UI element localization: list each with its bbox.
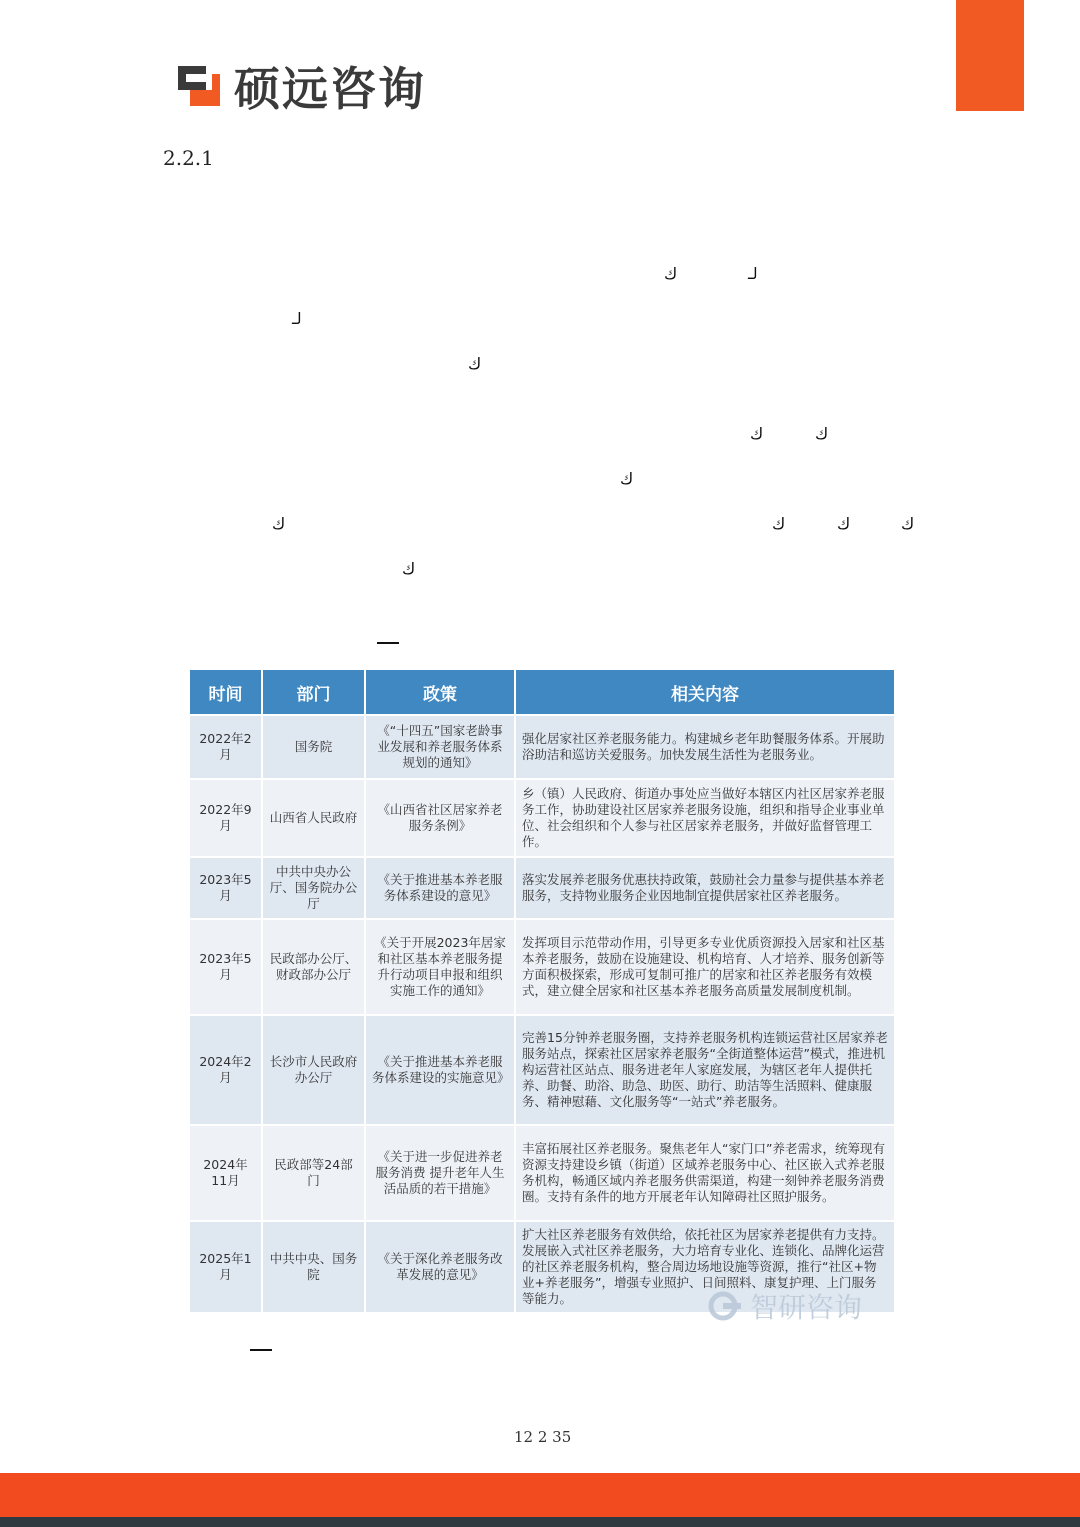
cell-content: 发挥项目示范带动作用，引导更多专业优质资源投入居家和社区基本养老服务，鼓励在设施建设、机构培育、人才培养、服务创新等方面积极探索，形成可复制可推广的居家和社区养老服务有效模式，建立健全居家和社区基本养老服务高质量发展制度机制。 [515, 919, 895, 1015]
cell-department: 山西省人民政府 [262, 779, 365, 857]
policy-table [188, 668, 896, 1314]
glyph-mark: لـ [292, 309, 302, 328]
glyph-mark: ك [468, 354, 482, 373]
page-number: 12 2 35 [514, 1428, 572, 1446]
glyph-mark: ك [837, 514, 851, 533]
cell-time: 2023年5月 [189, 919, 262, 1015]
header-content: 相关内容 [515, 669, 895, 715]
glyph-mark: لـ [748, 264, 758, 283]
watermark [708, 1286, 862, 1326]
cell-policy: 《关于推进基本养老服务体系建设的实施意见》 [365, 1015, 515, 1125]
glyph-mark: ك [272, 514, 286, 533]
glyph-mark: ك [402, 559, 416, 578]
cell-content: 乡（镇）人民政府、街道办事处应当做好本辖区内社区居家养老服务工作，协助建设社区居家养老服务设施，组织和指导企业事业单位、社会组织和个人参与社区居家养老服务，并做好监督管理工作。 [515, 779, 895, 857]
header-policy: 政策 [365, 669, 515, 715]
footer-band [0, 1473, 1080, 1517]
table-header-row [189, 669, 895, 715]
caption-dash-bottom [250, 1349, 272, 1351]
cell-policy: 《关于深化养老服务改革发展的意见》 [365, 1221, 515, 1313]
caption-dash-top [377, 642, 399, 644]
cell-department: 中共中央、国务院 [262, 1221, 365, 1313]
glyph-mark: ك [772, 514, 786, 533]
cell-policy: 《关于进一步促进养老服务消费 提升老年人生活品质的若干措施》 [365, 1125, 515, 1221]
cell-content: 丰富拓展社区养老服务。聚焦老年人“家门口”养老需求，统筹现有资源支持建设乡镇（街道）区域养老服务中心、社区嵌入式养老服务机构，畅通区域内养老服务供需渠道，构建一刻钟养老服务消费圈。支持有条件的地方开展老年认知障碍社区照护服务。 [515, 1125, 895, 1221]
cell-content: 落实发展养老服务优惠扶持政策，鼓励社会力量参与提供基本养老服务，支持物业服务企业因地制宜提供居家社区养老服务。 [515, 857, 895, 919]
header-department: 部门 [262, 669, 365, 715]
glyph-mark: ك [664, 264, 678, 283]
watermark-text: 智研咨询 [750, 1291, 863, 1324]
brand-mark-icon [176, 62, 224, 110]
table-row [189, 1125, 895, 1221]
cell-department: 长沙市人民政府办公厅 [262, 1015, 365, 1125]
watermark-logo-icon [708, 1291, 744, 1321]
cell-time: 2024年2月 [189, 1015, 262, 1125]
cell-time: 2024年11月 [189, 1125, 262, 1221]
cell-content: 扩大社区养老服务有效供给，依托社区为居家养老提供有力支持。发展嵌入式社区养老服务，大力培育专业化、连锁化、品牌化运营的社区养老服务机构，整合周边场地设施等资源，推行“社区+物业+养老服务”，增强专业照护、日间照料、康复护理、上门服务等能力。 [515, 1221, 895, 1313]
cell-time: 2025年1月 [189, 1221, 262, 1313]
table-row [189, 779, 895, 857]
cell-department: 民政部办公厅、财政部办公厅 [262, 919, 365, 1015]
cell-time: 2022年2月 [189, 715, 262, 779]
cell-department: 国务院 [262, 715, 365, 779]
glyph-mark: ك [750, 424, 764, 443]
cell-department: 民政部等24部门 [262, 1125, 365, 1221]
cell-content: 完善15分钟养老服务圈，支持养老服务机构连锁运营社区居家养老服务站点，探索社区居家养老服务“全街道整体运营”模式，推进机构运营社区站点、服务进老年人家庭发展，为辖区老年人提供托养、助餐、助浴、助急、助医、助行、助洁等生活照料、健康服务、精神慰藉、文化服务等“一站式”养老服务。 [515, 1015, 895, 1125]
brand-logo [176, 60, 426, 116]
table-row [189, 919, 895, 1015]
cell-policy: 《关于开展2023年居家和社区基本养老服务提升行动项目申报和组织实施工作的通知》 [365, 919, 515, 1015]
table-row [189, 857, 895, 919]
cell-content: 强化居家社区养老服务能力。构建城乡老年助餐服务体系。开展助浴助洁和巡访关爱服务。加快发展生活性为老服务业。 [515, 715, 895, 779]
glyph-mark: ك [620, 469, 634, 488]
cell-time: 2022年9月 [189, 779, 262, 857]
glyph-mark: ك [815, 424, 829, 443]
cell-policy: 《山西省社区居家养老服务条例》 [365, 779, 515, 857]
cell-policy: 《关于推进基本养老服务体系建设的意见》 [365, 857, 515, 919]
corner-accent-block [956, 0, 1024, 111]
footer-bar [0, 1517, 1080, 1527]
policy-table-container [188, 668, 894, 1310]
cell-policy: 《“十四五”国家老龄事业发展和养老服务体系规划的通知》 [365, 715, 515, 779]
header-time: 时间 [189, 669, 262, 715]
cell-time: 2023年5月 [189, 857, 262, 919]
brand-name: 硕远咨询 [234, 62, 426, 116]
cell-department: 中共中央办公厅、国务院办公厅 [262, 857, 365, 919]
table-row [189, 715, 895, 779]
section-number: 2.2.1 [163, 146, 214, 170]
table-row [189, 1015, 895, 1125]
glyph-mark: ك [901, 514, 915, 533]
